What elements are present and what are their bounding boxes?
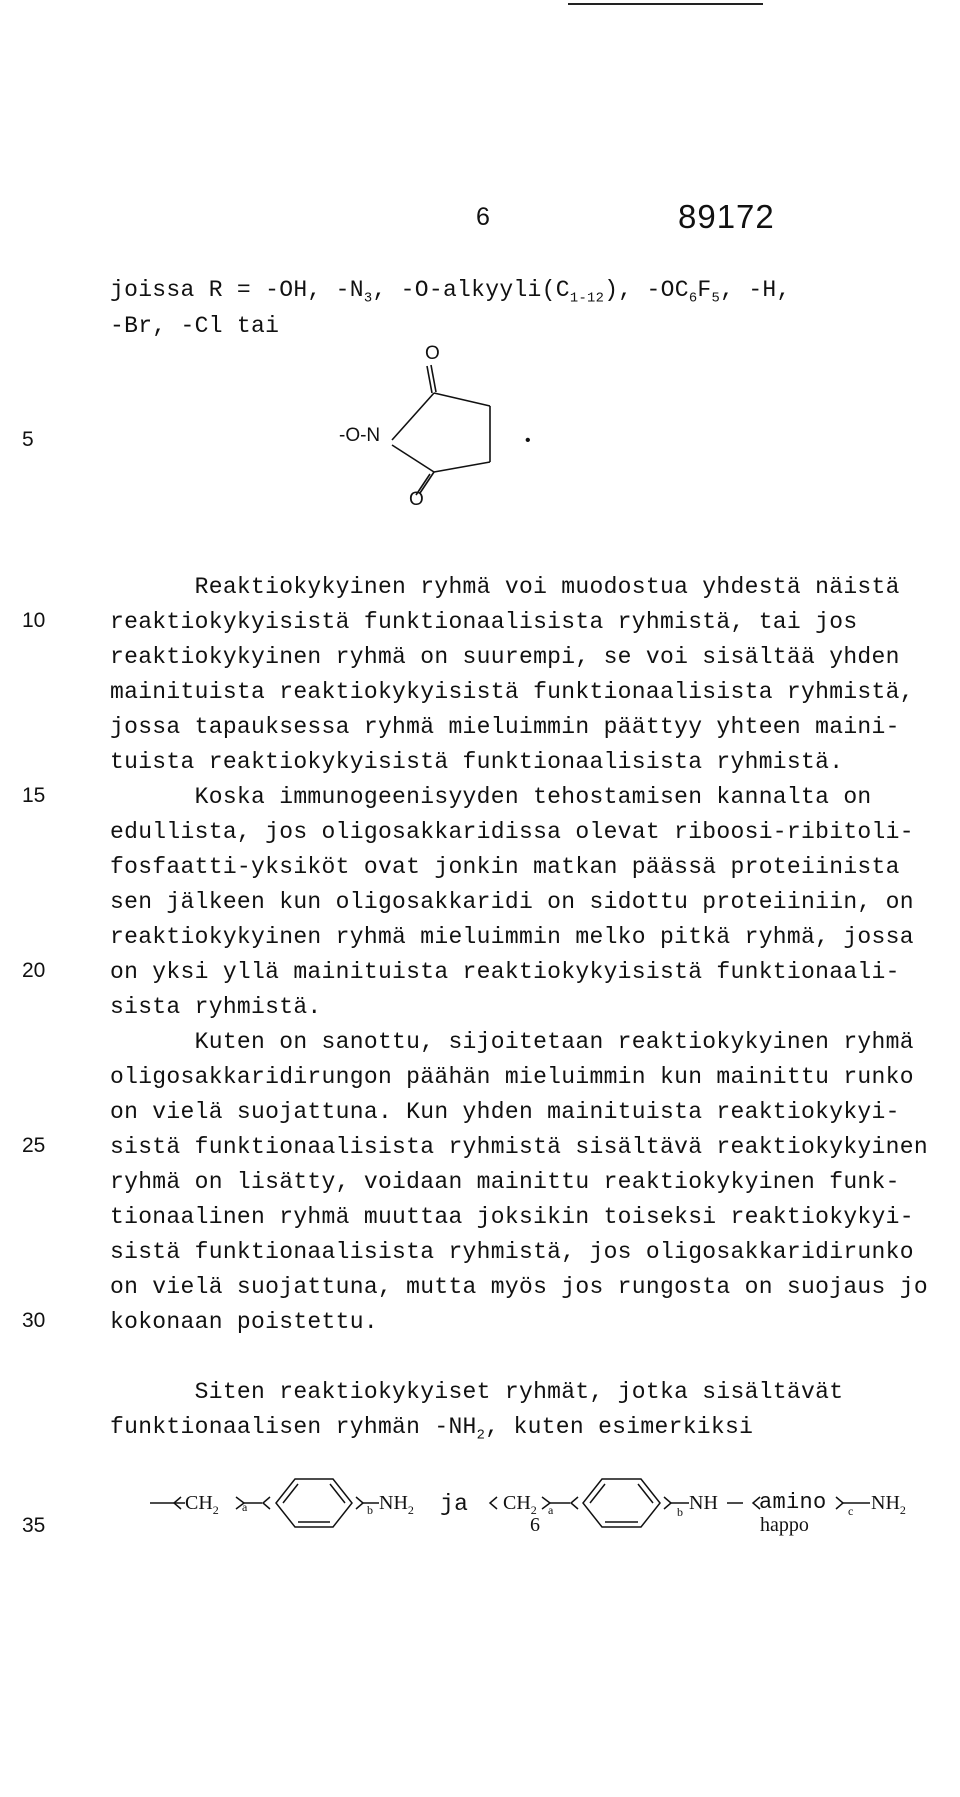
text-line: Kuten on sanottu, sijoitetaan reaktiokykyinen ryhmä [110, 1029, 914, 1055]
formula2-nh2: $NH_2$ [871, 1492, 906, 1517]
line-number: 10 [22, 609, 46, 632]
line-number: 30 [22, 1309, 46, 1332]
text-line: Siten reaktiokykyiset ryhmät, jotka sisältävät [110, 1379, 844, 1405]
text-line: on yksi yllä mainituista reaktiokykyisistä funktionaali- [110, 959, 900, 985]
formula1-b: b [367, 1503, 373, 1517]
text-line: sen jälkeen kun oligosakkaridi on sidottu proteiiniin, on [110, 889, 914, 915]
text-line: sistä funktionaalisista ryhmistä, jos oligosakkaridirunko [110, 1239, 914, 1265]
text-line: mainituista reaktiokykyisistä funktionaalisista ryhmistä, [110, 679, 914, 705]
structure-o-bottom: O [409, 489, 424, 510]
text-line-last: funktionaalisen ryhmän $-NH_2$, kuten esimerkiksi [110, 1414, 754, 1444]
text-line: Koska immunogeenisyyden tehostamisen kannalta on [110, 784, 872, 810]
text-line: kokonaan poistettu. [110, 1309, 378, 1335]
text-line: reaktiokykyisistä funktionaalisista ryhmistä, tai jos [110, 609, 858, 635]
formula2-happo: happo [760, 1514, 809, 1536]
formula2-a: a [548, 1503, 554, 1517]
formula2-amino: amino [759, 1490, 827, 1515]
formula2-c: c [848, 1504, 854, 1518]
line-number: 5 [22, 428, 34, 451]
structure-dot: • [525, 432, 531, 449]
text-line: reaktiokykyinen ryhmä mieluimmin melko pitkä ryhmä, jossa [110, 924, 914, 950]
formula2-six: 6 [530, 1514, 540, 1536]
text-line: sistä funktionaalisista ryhmistä sisältävä reaktiokykyinen [110, 1134, 928, 1160]
formula1-ch2: $CH_2$ [185, 1492, 219, 1517]
line-number: 35 [22, 1514, 46, 1537]
formula2-b: b [677, 1505, 683, 1519]
text-line: oligosakkaridirungon päähän mieluimmin kun mainittu runko [110, 1064, 914, 1090]
text-line: fosfaatti-yksiköt ovat jonkin matkan päässä proteiinista [110, 854, 900, 880]
text-line: ryhmä on lisätty, voidaan mainittu reaktiokykyinen funk- [110, 1169, 900, 1195]
formula1-a: a [242, 1500, 248, 1514]
text-line: reaktiokykyinen ryhmä on suurempi, se voi sisältää yhden [110, 644, 900, 670]
text-line: edullista, jos oligosakkaridissa olevat riboosi-ribitoli- [110, 819, 914, 845]
structure-o-top: O [425, 343, 440, 364]
formula2-nh: NH [689, 1492, 718, 1514]
succinimide-ring [0, 0, 960, 560]
text-line: sista ryhmistä. [110, 994, 322, 1020]
structure-prefix: -O-N [339, 425, 381, 446]
formula-ja: ja [440, 1491, 469, 1517]
line-number: 20 [22, 959, 46, 982]
text-line: tuista reaktiokykyisistä funktionaalisista ryhmistä. [110, 749, 844, 775]
formula2-ch2: $CH_2$ [503, 1492, 537, 1517]
text-line: on vielä suojattuna. Kun yhden mainituista reaktiokykyi- [110, 1099, 900, 1125]
line-number: 15 [22, 784, 46, 807]
text-line: jossa tapauksessa ryhmä mieluimmin päättyy yhteen maini- [110, 714, 900, 740]
page-number: 6 [476, 203, 490, 231]
document-number: 89172 [678, 198, 775, 235]
formula-bonds [0, 1460, 960, 1550]
intro-line-1: joissa R = -OH, $-N_3$, $-O-alkyyli(C_{1-12})$, $-OC_6F_5$, -H, [110, 277, 791, 307]
text-line: Reaktiokykyinen ryhmä voi muodostua yhdestä näistä [110, 574, 900, 600]
text-line: tionaalinen ryhmä muuttaa joksikin toiseksi reaktiokykyi- [110, 1204, 914, 1230]
formula1-nh2: $NH_2$ [379, 1492, 414, 1517]
intro-line-2: -Br, -Cl tai [110, 313, 280, 339]
text-line: on vielä suojattuna, mutta myös jos rungosta on suojaus jo [110, 1274, 928, 1300]
line-number: 25 [22, 1134, 46, 1157]
